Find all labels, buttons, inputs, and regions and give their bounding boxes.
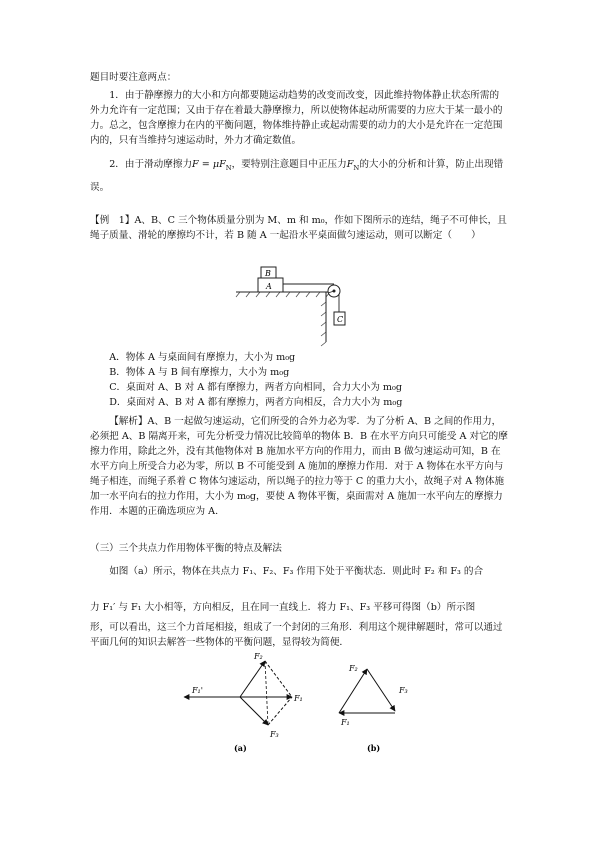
label-f2-a: F₂ <box>254 652 263 661</box>
friction-formula: F = μF <box>192 159 226 170</box>
label-f1-prime: F₁' <box>192 686 203 695</box>
option-c: C．桌面对 A、B 对 A 都有摩擦力，两者方向相同，合力大小为 m₀g <box>109 382 403 393</box>
label-f3-b: F₃ <box>399 686 408 695</box>
section-3-para-2: 力 F₁′ 与 F₁ 大小相等，方向相反，且在同一直线上．将力 F₁、F₃ 平移可得图（b）所示图 <box>90 602 476 613</box>
block-b-label: B <box>265 269 271 278</box>
example-text: A、B、C 三个物体质量分别为 M、m 和 m₀，作如下图所示的连结，绳子不可伸长，且绳子质量、滑轮的摩擦均不计，若 B 随 A 一起沿水平桌面做匀速运动，则可以断定（ ） <box>90 215 507 241</box>
intro-text: 题目时要注意两点： <box>90 72 177 83</box>
label-f3-a: F₃ <box>270 730 279 739</box>
force-diagram-b <box>335 655 415 755</box>
friction-formula-sub: N <box>225 163 232 172</box>
caption-a: (a) <box>234 743 247 753</box>
label-f1-b: F₁ <box>341 718 350 727</box>
point-2 <box>90 155 508 197</box>
option-a: A．物体 A 与桌面间有摩擦力，大小为 m₀g <box>109 352 296 363</box>
label-f1-a: F₁ <box>294 694 303 703</box>
example-tag: 【例 1】 <box>90 215 135 226</box>
force-diagram-a <box>180 652 310 755</box>
section-3-para-1: 如图（a）所示，物体在共点力 F₁、F₂、F₃ 作用下处于平衡状态．则此时 F₂ 和 F₃ 的合 <box>109 566 484 577</box>
option-b: B．物体 A 与 B 间有摩擦力，大小为 m₀g <box>109 367 290 378</box>
block-a-label: A <box>266 282 272 291</box>
label-f2-b: F₂ <box>349 664 358 673</box>
normal-force-var: F <box>346 159 354 170</box>
option-d: D．桌面对 A、B 对 A 都有摩擦力，两者方向相反，合力大小为 m₀g <box>109 397 403 408</box>
block-c-label: C <box>337 315 344 324</box>
point-2-mid: ，要特别注意题目中正压力 <box>231 159 347 170</box>
pulley-figure <box>230 262 370 344</box>
normal-force-sub: N <box>353 163 360 172</box>
section-3-para-3: 形，可以看出，这三个力首尾相接，组成了一个封闭的三角形．利用这个规律解题时，常可以通过平面几何的知识去解答一些物体的平衡问题，显得较为简便． <box>90 622 503 648</box>
point-2-after: 的大小的分析和计算，防止出现错误。 <box>90 159 504 193</box>
analysis-text: 【解析】A、B 一起做匀速运动，它们所受的合外力必为零．为了分析 A、B 之间的作用力，必须把 A、B 隔离开来，可先分析受力情况比较简单的物体 B．B 在水平方向只可能受 A 对它的摩擦力作用，除此之外，没有其他物体对 B 施加水平方向的作用力，而由 B 做匀速运动可知，B 在水平方向上所受合力必为零，所以 B 不可能受到 A 施加的摩擦力作用．对于 A 物体在水平方向与绳子相连，而绳子系着 C 物体匀速运动，所以绳子的拉力等于 C 的重力大小，故绳子对 A 物体施加一水平向右的拉力作用，大小为 m₀g，要使 A 物体平衡，桌面需对 A 施加一水平向左的摩擦力作用．本题的正确选项应为 A. <box>90 416 508 517</box>
caption-b: (b) <box>367 743 381 753</box>
point-2-before: 2．由于滑动摩擦力 <box>109 159 193 170</box>
point-1: 1．由于静摩擦力的大小和方向都要随运动趋势的改变而改变，因此维持物体静止状态所需的外力允许有一定范围；又由于存在着最大静摩擦力，所以使物体起动所需要的力应大于某一最小的力。总之，包含摩擦力在内的平衡问题，物体维持静止或起动需要的动力的大小是允许在一定范围内的，只有当维持匀速运动时，外力才确定数值。 <box>90 90 503 146</box>
example-1 <box>90 213 508 243</box>
section-3-heading: （三）三个共点力作用物体平衡的特点及解法 <box>90 543 282 554</box>
options-list <box>90 350 508 410</box>
